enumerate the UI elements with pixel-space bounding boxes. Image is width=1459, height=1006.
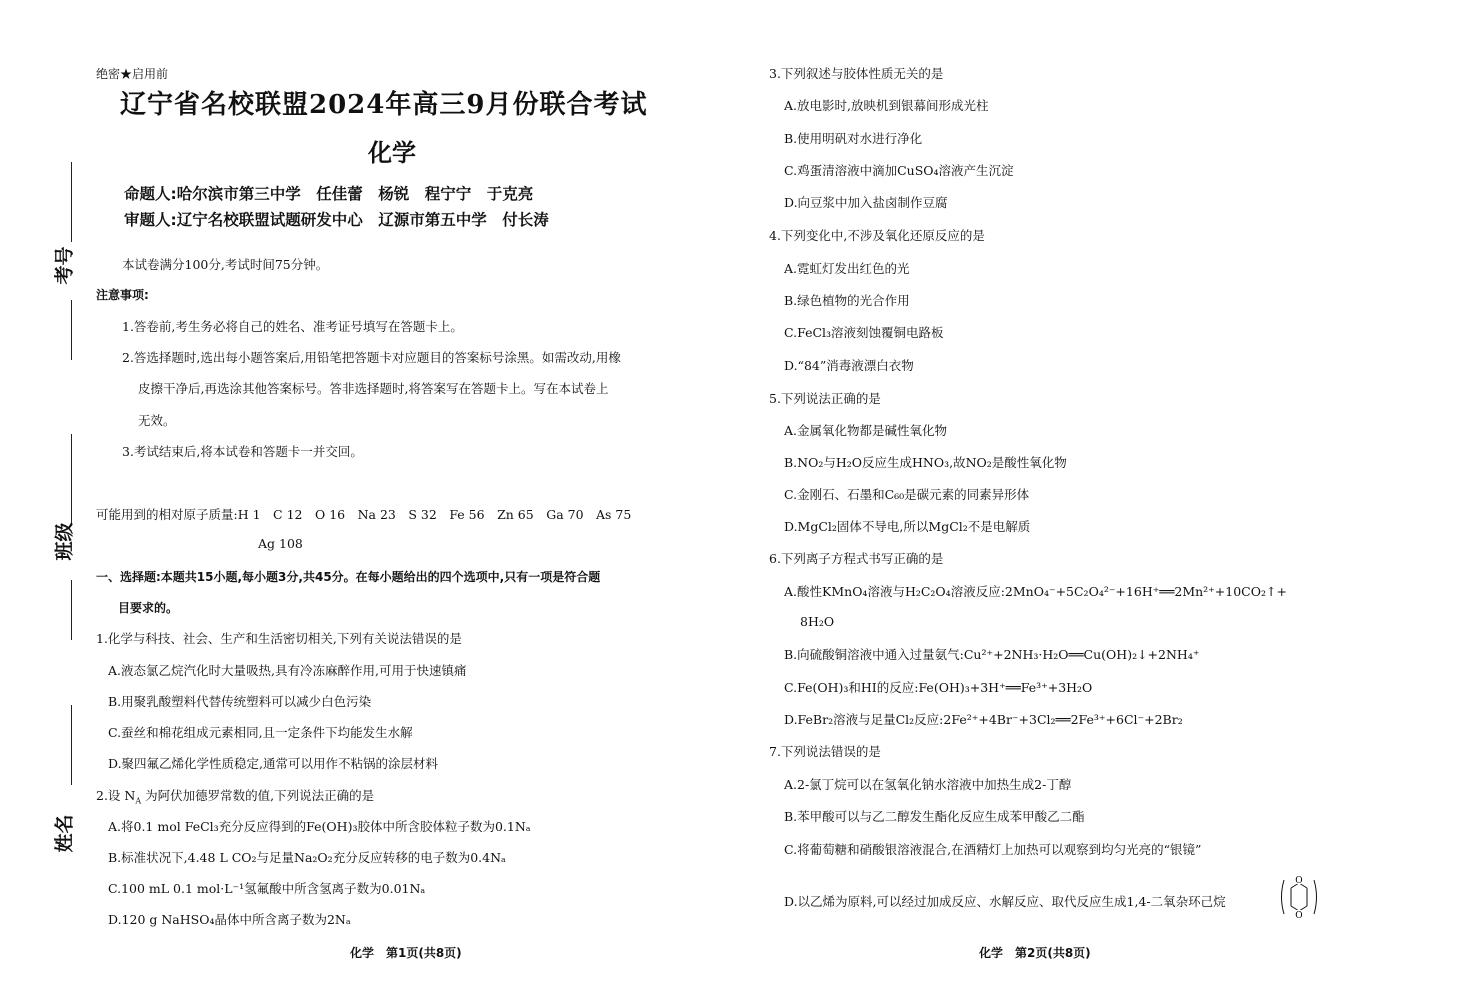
atomic-masses-cont: Ag 108 (258, 536, 303, 551)
class-label: 班级 (53, 522, 76, 561)
q2-option-a: A.将0.1 mol FeCl₃充分反应得到的Fe(OH)₃胶体中所含胶体粒子数为0.1Nₐ (108, 819, 531, 834)
reviewers-line: 审题人:辽宁名校联盟试题研发中心 辽源市第五中学 付长涛 (124, 211, 549, 229)
margin-line-mid4 (71, 705, 72, 785)
q3-stem: 3.下列叙述与胶体性质无关的是 (769, 66, 944, 81)
q1-option-c: C.蚕丝和棉花组成元素相同,且一定条件下均能发生水解 (108, 725, 413, 740)
q5-option-d: D.MgCl₂固体不导电,所以MgCl₂不是电解质 (784, 519, 1031, 534)
q2-stem-sub: A (135, 796, 142, 806)
exam-title: 辽宁省名校联盟2024年高三9月份联合考试 (120, 90, 648, 120)
q5-option-a: A.金属氧化物都是碱性氧化物 (784, 423, 948, 438)
q7-option-c: C.将葡萄糖和硝酸银溶液混合,在酒精灯上加热可以观察到均匀光亮的“银镜” (784, 842, 1202, 857)
section-heading-cont: 目要求的。 (118, 601, 179, 615)
ring-oxygen-top: O (1295, 876, 1303, 886)
q3-option-a: A.放电影时,放映机到银幕间形成光柱 (784, 98, 989, 113)
q2-stem-end: 为阿伏加德罗常数的值,下列说法正确的是 (141, 788, 375, 803)
subject-title: 化学 (368, 138, 416, 167)
q6-stem: 6.下列离子方程式书写正确的是 (769, 551, 944, 566)
q7-option-d: D.以乙烯为原料,可以经过加成反应、水解反应、取代反应生成1,4-二氧杂环己烷 (784, 894, 1226, 909)
notice-1: 1.答卷前,考生务必将自己的姓名、准考证号填写在答题卡上。 (122, 319, 463, 334)
dioxane-structure (1279, 874, 1319, 920)
q6-option-a-cont: 8H₂O (800, 614, 835, 629)
score-time: 本试卷满分100分,考试时间75分钟。 (122, 257, 329, 272)
margin-line-top (71, 162, 72, 242)
q1-option-a: A.液态氯乙烷汽化时大量吸热,具有冷冻麻醉作用,可用于快速镇痛 (108, 663, 467, 678)
q6-option-a: A.酸性KMnO₄溶液与H₂C₂O₄溶液反应:2MnO₄⁻+5C₂O₄²⁻+16H⁺══2Mn²⁺+10CO₂↑+ (784, 584, 1287, 599)
notice-2c: 无效。 (138, 413, 176, 428)
secret-mark: 绝密★启用前 (96, 67, 169, 81)
exam-number-label: 考号 (53, 246, 76, 285)
q1-option-b: B.用聚乳酸塑料代替传统塑料可以减少白色污染 (108, 694, 372, 709)
footer-page-2: 化学 第2页(共8页) (979, 946, 1091, 960)
ring-oxygen-bottom: O (1295, 911, 1303, 920)
q4-option-b: B.绿色植物的光合作用 (784, 293, 910, 308)
margin-line-mid2 (71, 434, 72, 524)
q3-option-d: D.向豆浆中加入盐卤制作豆腐 (784, 195, 948, 210)
q7-stem: 7.下列说法错误的是 (769, 744, 881, 759)
q1-option-d: D.聚四氟乙烯化学性质稳定,通常可以用作不粘锅的涂层材料 (108, 756, 439, 771)
margin-line-mid3 (71, 580, 72, 640)
name-label: 姓名 (53, 814, 76, 853)
atomic-masses: 可能用到的相对原子质量:H 1 C 12 O 16 Na 23 S 32 Fe 56 Zn 65 Ga 70 As 75 (96, 507, 632, 522)
q7-option-a: A.2-氯丁烷可以在氢氧化钠水溶液中加热生成2-丁醇 (784, 777, 1072, 792)
q4-stem: 4.下列变化中,不涉及氧化还原反应的是 (769, 228, 985, 243)
q4-option-c: C.FeCl₃溶液刻蚀覆铜电路板 (784, 325, 944, 340)
q2-stem-start: 2.设 N (96, 788, 136, 803)
q5-stem: 5.下列说法正确的是 (769, 391, 881, 406)
authors-line: 命题人:哈尔滨市第三中学 任佳蕾 杨锐 程宁宁 于克亮 (124, 185, 534, 203)
notice-3: 3.考试结束后,将本试卷和答题卡一并交回。 (122, 444, 363, 459)
notice-2b: 皮擦干净后,再选涂其他答案标号。答非选择题时,将答案写在答题卡上。写在本试卷上 (138, 381, 609, 396)
q4-option-d: D.“84”消毒液漂白衣物 (784, 358, 914, 373)
q4-option-a: A.霓虹灯发出红色的光 (784, 261, 910, 276)
q2-option-c: C.100 mL 0.1 mol·L⁻¹氢氟酸中所含氢离子数为0.01Nₐ (108, 881, 426, 896)
section-heading: 一、选择题:本题共15小题,每小题3分,共45分。在每小题给出的四个选项中,只有一项是符合题 (96, 570, 601, 584)
q2-option-b: B.标准状况下,4.48 L CO₂与足量Na₂O₂充分反应转移的电子数为0.4Nₐ (108, 850, 506, 865)
q5-option-b: B.NO₂与H₂O反应生成HNO₃,故NO₂是酸性氧化物 (784, 455, 1067, 470)
q1-stem: 1.化学与科技、社会、生产和生活密切相关,下列有关说法错误的是 (96, 631, 462, 646)
q6-option-d: D.FeBr₂溶液与足量Cl₂反应:2Fe²⁺+4Br⁻+3Cl₂══2Fe³⁺+6Cl⁻+2Br₂ (784, 712, 1183, 727)
q6-option-c: C.Fe(OH)₃和HI的反应:Fe(OH)₃+3H⁺══Fe³⁺+3H₂O (784, 680, 1093, 695)
q7-option-b: B.苯甲酸可以与乙二醇发生酯化反应生成苯甲酸乙二酯 (784, 809, 1085, 824)
q5-option-c: C.金刚石、石墨和C₆₀是碳元素的同素异形体 (784, 487, 1030, 502)
notice-2a: 2.答选择题时,选出每小题答案后,用铅笔把答题卡对应题目的答案标号涂黑。如需改动,用橡 (122, 350, 621, 365)
margin-line-mid1 (71, 300, 72, 360)
q2-option-d: D.120 g NaHSO₄晶体中所含离子数为2Nₐ (108, 912, 351, 927)
footer-page-1: 化学 第1页(共8页) (350, 946, 462, 960)
notice-title: 注意事项: (96, 288, 149, 302)
q6-option-b: B.向硫酸铜溶液中通入过量氨气:Cu²⁺+2NH₃·H₂O══Cu(OH)₂↓+2NH₄⁺ (784, 647, 1200, 662)
q2-stem (96, 786, 374, 806)
q3-option-b: B.使用明矾对水进行净化 (784, 131, 923, 146)
q3-option-c: C.鸡蛋清溶液中滴加CuSO₄溶液产生沉淀 (784, 163, 1014, 178)
